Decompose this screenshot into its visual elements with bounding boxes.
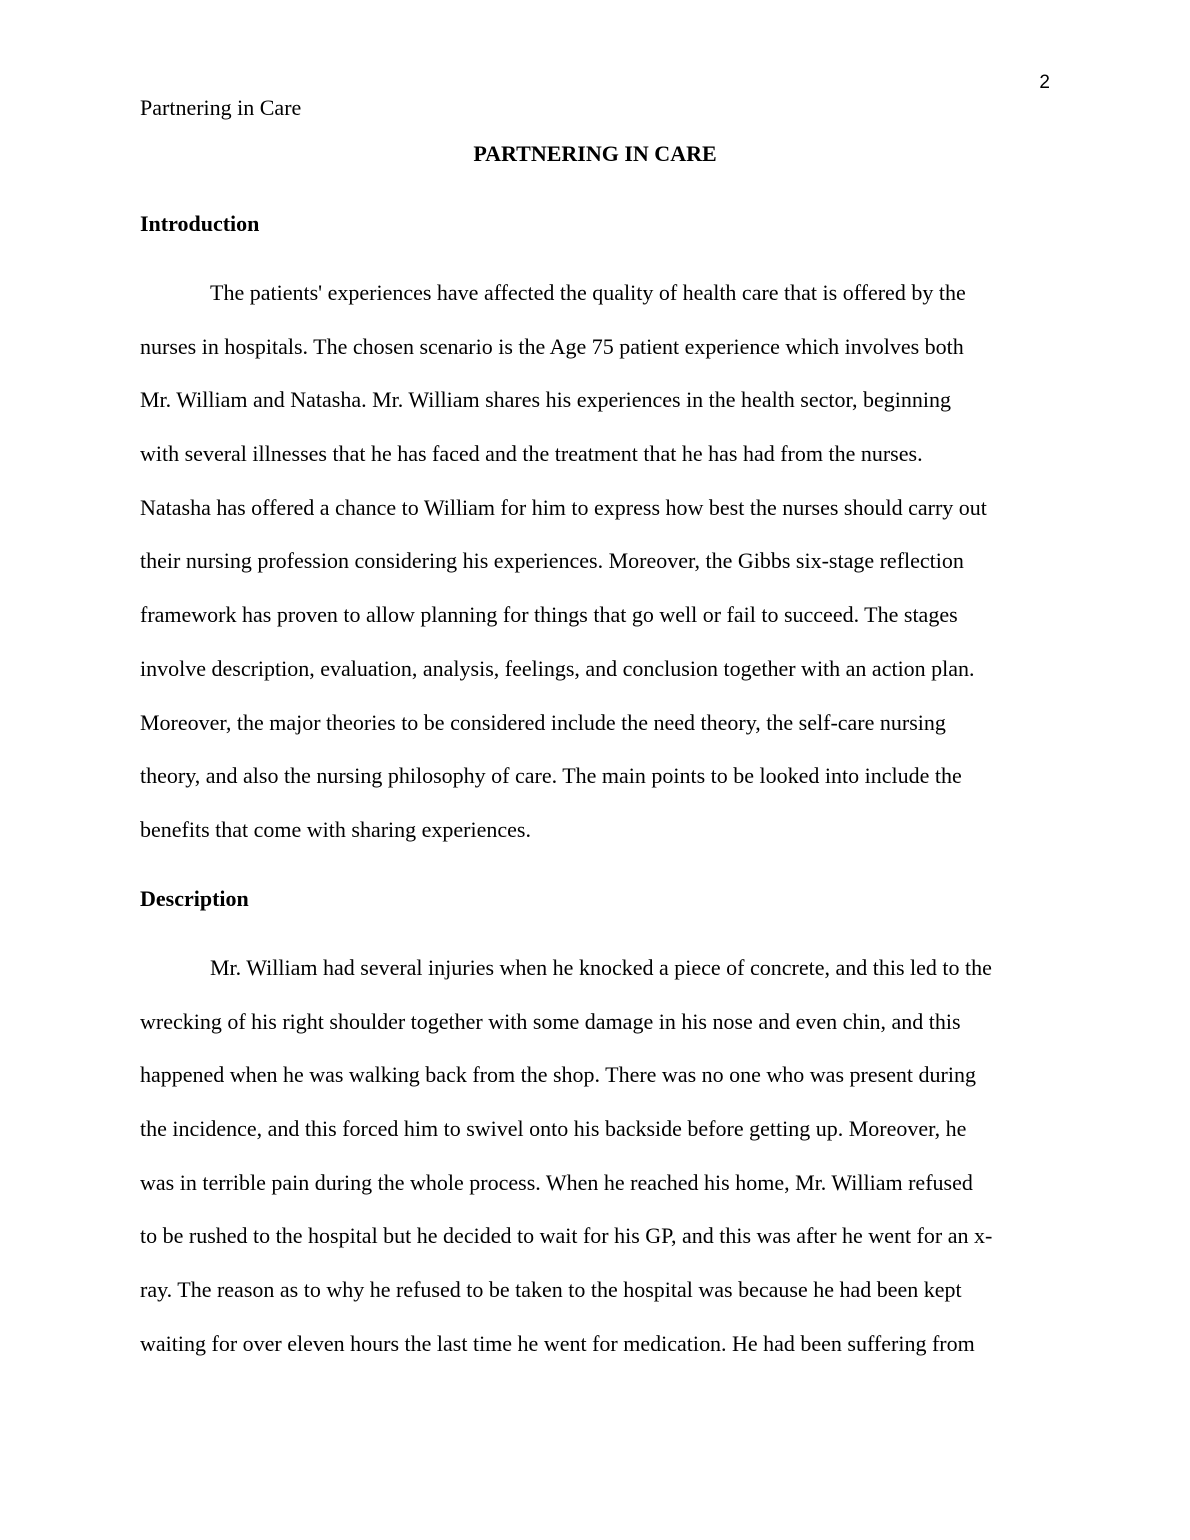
section-heading-description: Description [140, 886, 249, 911]
text-line: nurses in hospitals. The chosen scenario is the Age 75 patient experience which involves both [140, 333, 964, 359]
text-line: The patients' experiences have affected the quality of health care that is offered by the [210, 280, 966, 305]
text-line: was in terrible pain during the whole process. When he reached his home, Mr. William refused [140, 1169, 973, 1195]
text-line: their nursing profession considering his experiences. Moreover, the Gibbs six-stage reflection [140, 548, 964, 574]
text-line: involve description, evaluation, analysis, feelings, and conclusion together with an action plan. [140, 655, 975, 681]
text-line: Moreover, the major theories to be considered include the need theory, the self-care nursing [140, 709, 946, 735]
document-title: PARTNERING IN CARE [473, 141, 717, 166]
text-line: happened when he was walking back from the shop. There was no one who was present during [140, 1062, 976, 1088]
text-line: benefits that come with sharing experiences. [140, 816, 531, 842]
text-line: framework has proven to allow planning for things that go well or fail to succeed. The stages [140, 602, 958, 628]
running-head: Partnering in Care [140, 95, 302, 120]
text-line: the incidence, and this forced him to swivel onto his backside before getting up. Moreover, he [140, 1116, 967, 1142]
text-line: theory, and also the nursing philosophy of care. The main points to be looked into include the [140, 763, 962, 789]
page-number: 2 [1039, 72, 1050, 93]
text-line: Mr. William and Natasha. Mr. William shares his experiences in the health sector, beginning [140, 387, 951, 413]
paragraph-introduction [140, 279, 1050, 870]
text-line: waiting for over eleven hours the last time he went for medication. He had been suffering from [140, 1330, 975, 1356]
text-line: ray. The reason as to why he refused to be taken to the hospital was because he had been kept [140, 1277, 962, 1303]
text-line: to be rushed to the hospital but he decided to wait for his GP, and this was after he went for an x- [140, 1223, 993, 1249]
text-line: Natasha has offered a chance to William for him to express how best the nurses should carry out [140, 494, 987, 520]
text-line: wrecking of his right shoulder together with some damage in his nose and even chin, and this [140, 1008, 961, 1034]
paragraph-description [140, 954, 1050, 1384]
text-line: with several illnesses that he has faced and the treatment that he has had from the nurses. [140, 441, 923, 467]
text-line: Mr. William had several injuries when he knocked a piece of concrete, and this led to the [210, 955, 992, 980]
section-heading-introduction: Introduction [140, 211, 260, 236]
